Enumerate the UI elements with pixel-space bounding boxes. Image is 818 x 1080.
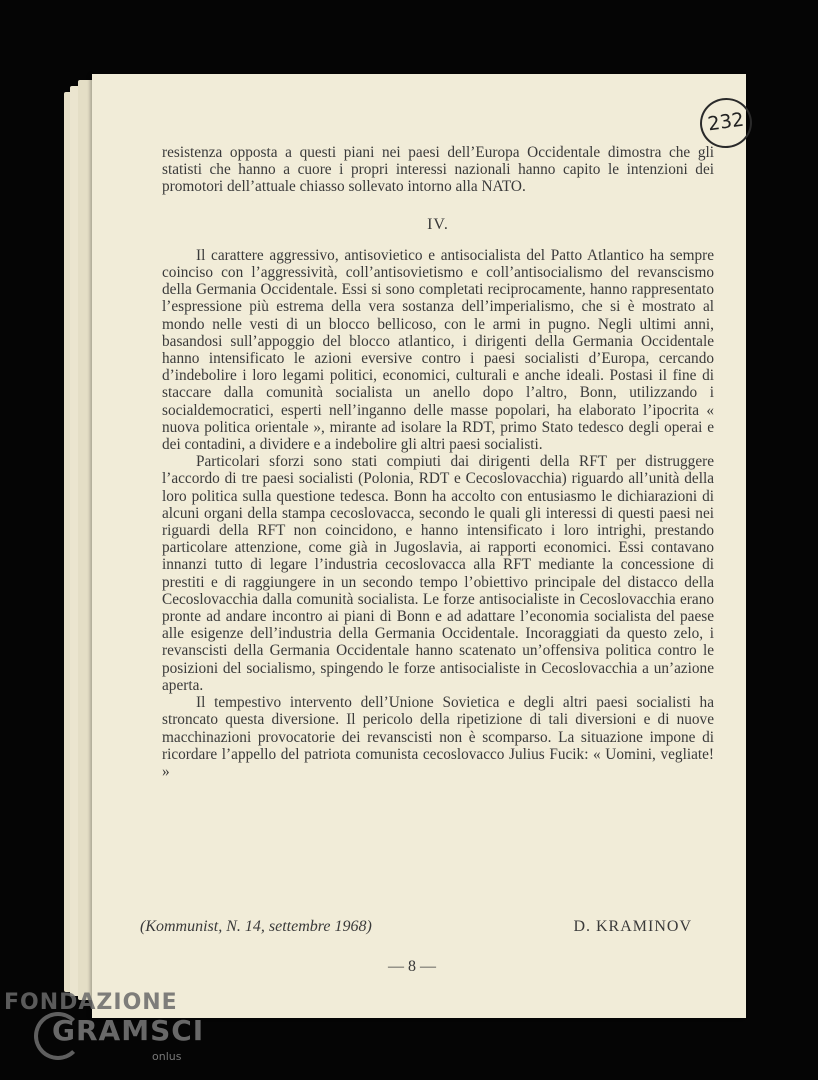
page-folio: — 8 — [388, 958, 436, 975]
fondazione-gramsci-logo [4, 990, 204, 1072]
logo-line3: onlus [152, 1050, 182, 1063]
section-heading: IV. [427, 215, 449, 233]
handwritten-page-number: 232 [697, 95, 755, 152]
logo-line1: FONDAZIONE [4, 990, 178, 1015]
author-name: D. KRAMINOV [573, 918, 692, 935]
source-citation: (Kommunist, N. 14, settembre 1968) [140, 918, 372, 935]
document-body [162, 144, 714, 780]
paragraph-top: resistenza opposta a questi piani nei paesi dell’Europa Occidentale dimostra che gli statisti che hanno a cuore i propri interessi nazionali hanno capito le intenzioni dei promotori dell’attuale chiasso sollevato intorno alla NATO. [162, 144, 714, 196]
logo-line2: GRAMSCI [52, 1014, 205, 1047]
paragraph-1: Il carattere aggressivo, antisovietico e antisocialista del Patto Atlantico ha sempre coinciso con l’aggressività, coll’antisovietismo e coll’antisocialismo del revanscismo della Germania Occidentale. Essi si sono completati reciprocamente, hanno rappresentato l’espressione più estrema della vera sostanza dell’imperialismo, che si è mostrato al mondo nelle vesti di un blocco bellicoso, con le armi in pugno. Negli ultimi anni, basandosi sull’appoggio del blocco atlantico, i dirigenti della Germania Occidentale hanno intensificato le azioni eversive contro i paesi socialisti d’Europa, cercando d’indebolire i loro legami politici, economici, culturali e anche ideali. Postasi il fine di staccare dalla comunità socialista un anello dopo l’altro, Bonn, utilizzando i socialdemocratici, esperti nell’inganno delle masse popolari, ha elaborato l’ipocrita « nuova politica orientale », mirante ad isolare la RDT, primo Stato tedesco degli operai e dei contadini, a dividere e a indebolire gli altri paesi socialisti. [162, 246, 714, 454]
signature-row [140, 918, 692, 936]
paragraph-3: Il tempestivo intervento dell’Unione Sovietica e degli altri paesi socialisti ha stroncato questa diversione. Il pericolo della ripetizione di tali diversioni e di nuove macchinazioni provocatorie dei revanscisti non è scomparso. La situazione impone di ricordare l’appello del patriota comunista cecoslovacco Julius Fucik: « Uomini, vegliate! » [162, 694, 714, 780]
paragraph-2: Particolari sforzi sono stati compiuti dai dirigenti della RFT per distruggere l’accordo di tre paesi socialisti (Polonia, RDT e Cecoslovacchia) riguardo all’unità della loro politica sulla questione tedesca. Bonn ha accolto con entusiasmo le dichiarazioni di alcuni organi della stampa cecoslovacca, secondo le quali gli interessi di questi paesi nei riguardi della RFT non coincidono, e hanno intensificato i loro intrighi, prestando particolare attenzione, come già in Jugoslavia, ai rapporti economici. Essi contavano innanzi tutto di legare l’industria cecoslovacca alla RFT mediante la concessione di prestiti e di raggiungere in un secondo tempo l’obiettivo principale del distacco della Cecoslovacchia dalla comunità socialista. Le forze antisocialiste in Cecoslovacchia erano pronte ad andare incontro ai piani di Bonn e ad adattare l’economia socialista del paese alle esigenze dell’industria della Germania Occidentale. Incoraggiati da questo zelo, i revanscisti della Germania Occidentale hanno scatenato un’offensiva politica contro le posizioni del socialismo, spingendo le forze antisocialiste in Cecoslovacchia a un’azione aperta. [162, 453, 714, 694]
